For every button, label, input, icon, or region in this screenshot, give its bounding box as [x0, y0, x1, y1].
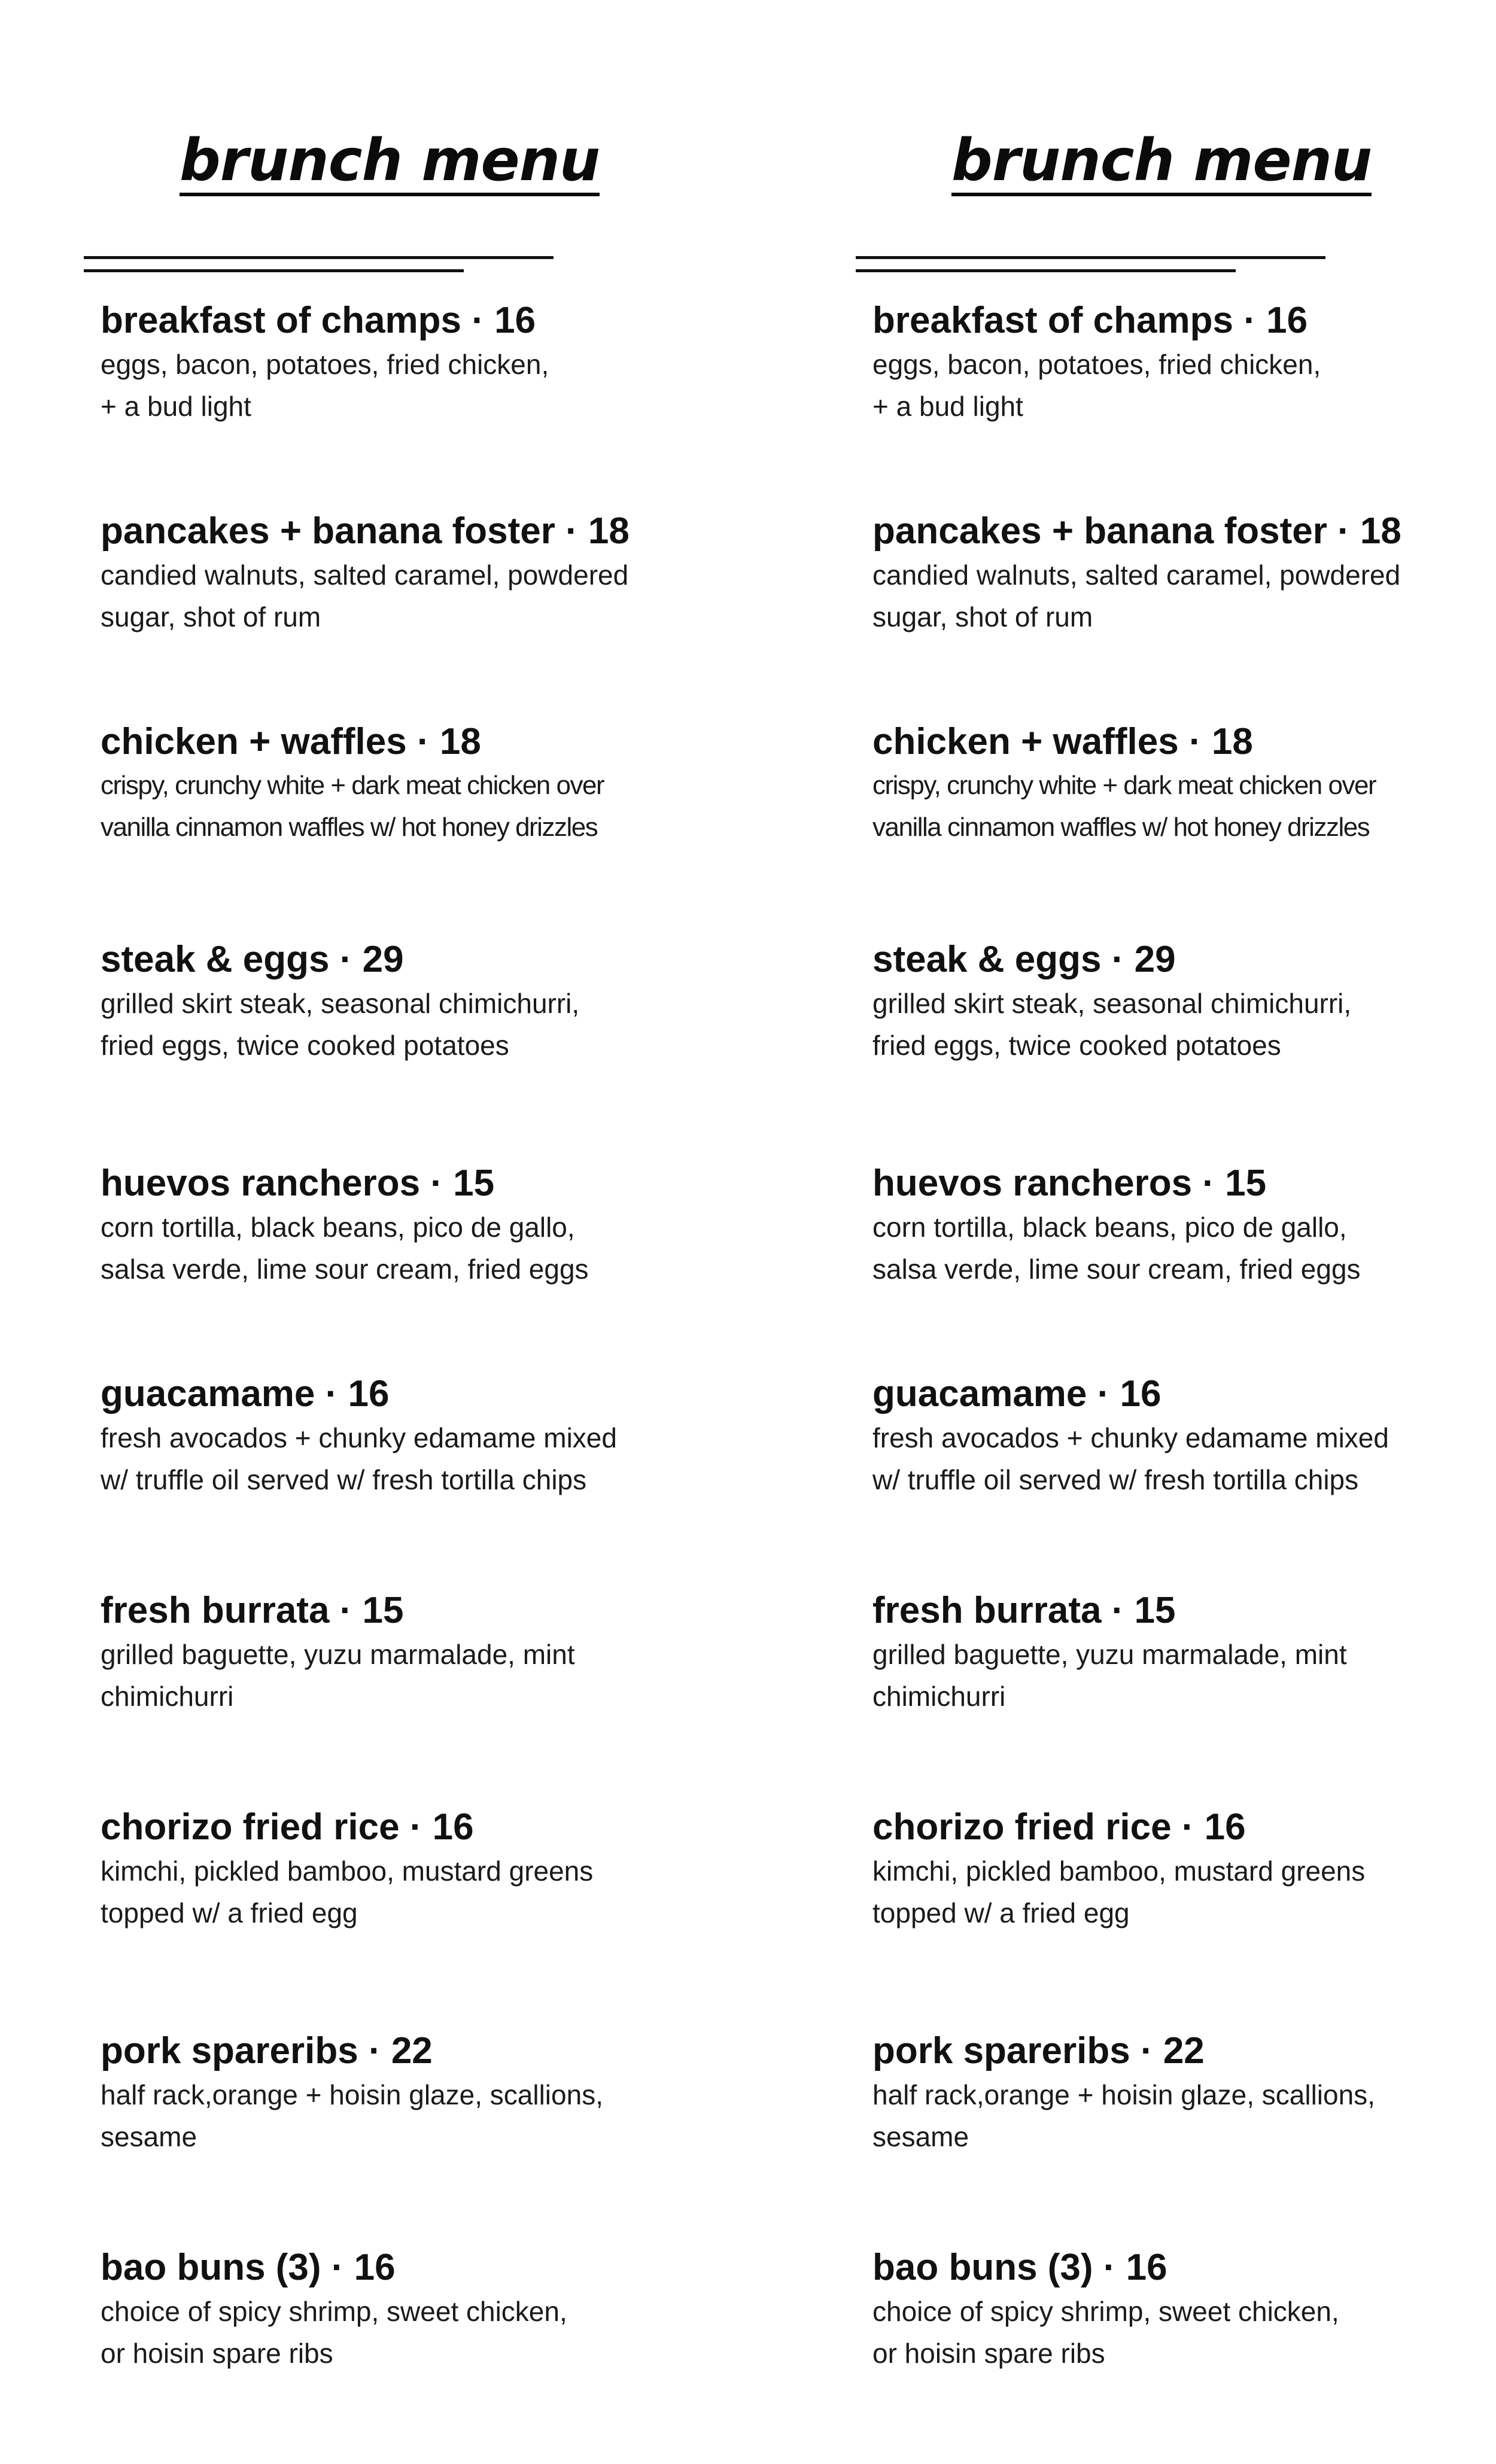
item-name: pork spareribs · 22	[872, 2030, 1205, 2071]
item-name: breakfast of champs · 16	[101, 300, 536, 341]
item-description-line: fresh avocados + chunky edamame mixed	[101, 1422, 617, 1453]
item-name: breakfast of champs · 16	[872, 300, 1308, 341]
item-description-line: sesame	[101, 2121, 197, 2152]
item-description-line: + a bud light	[101, 391, 251, 422]
item-name: bao buns (3) · 16	[872, 2247, 1167, 2288]
item-name: steak & eggs · 29	[872, 939, 1176, 980]
item-name: fresh burrata · 15	[101, 1590, 404, 1631]
item-description-line: chimichurri	[101, 1681, 234, 1712]
item-description-line: grilled skirt steak, seasonal chimichurri,	[101, 988, 580, 1019]
item-name: fresh burrata · 15	[872, 1590, 1176, 1631]
item-description-line: vanilla cinnamon waffles w/ hot honey drizzles	[872, 813, 1370, 842]
item-description-line: eggs, bacon, potatoes, fried chicken,	[101, 349, 549, 380]
item-description	[101, 554, 675, 638]
menu-item	[101, 720, 699, 848]
menu-item	[872, 510, 1471, 638]
item-description-line: chimichurri	[872, 1681, 1006, 1712]
menu-item	[101, 510, 699, 638]
item-description	[872, 1206, 1447, 1290]
item-name: huevos rancheros · 15	[101, 1163, 495, 1204]
item-name: pancakes + banana foster · 18	[101, 510, 630, 552]
item-description-line: or hoisin spare ribs	[101, 2338, 333, 2369]
item-description	[872, 554, 1447, 638]
item-name: huevos rancheros · 15	[872, 1163, 1267, 1204]
menu-item	[872, 1806, 1471, 1934]
divider-long	[84, 256, 554, 259]
item-description-line: choice of spicy shrimp, sweet chicken,	[872, 2296, 1339, 2327]
item-description-line: corn tortilla, black beans, pico de gallo,	[872, 1212, 1347, 1243]
item-name: pork spareribs · 22	[101, 2030, 433, 2071]
item-description-line: crispy, crunchy white + dark meat chicken over	[101, 771, 604, 800]
item-description	[101, 1850, 675, 1934]
item-description-line: eggs, bacon, potatoes, fried chicken,	[872, 349, 1321, 380]
item-description	[101, 2290, 675, 2374]
menu-item	[872, 2246, 1471, 2374]
divider-long	[856, 256, 1325, 259]
menu-item	[872, 1373, 1471, 1501]
item-description	[872, 1417, 1447, 1501]
item-name: pancakes + banana foster · 18	[872, 510, 1401, 552]
item-description-line: w/ truffle oil served w/ fresh tortilla chips	[872, 1464, 1359, 1495]
item-description-line: kimchi, pickled bamboo, mustard greens	[101, 1855, 594, 1887]
item-description	[101, 343, 675, 427]
item-description	[872, 2074, 1447, 2158]
menu-item	[101, 938, 699, 1066]
menu-item	[872, 1589, 1471, 1717]
item-name: guacamame · 16	[872, 1373, 1161, 1414]
item-description-line: corn tortilla, black beans, pico de gallo,	[101, 1212, 575, 1243]
item-name: chicken + waffles · 18	[872, 721, 1253, 762]
item-description-line: sugar, shot of rum	[872, 601, 1093, 632]
item-description	[872, 343, 1447, 427]
item-description-line: half rack,orange + hoisin glaze, scallions,	[872, 2079, 1375, 2110]
item-description-line: fried eggs, twice cooked potatoes	[101, 1030, 509, 1061]
menu-item	[101, 2246, 699, 2374]
item-name: chorizo fried rice · 16	[872, 1806, 1246, 1848]
item-name: chicken + waffles · 18	[101, 721, 481, 762]
item-name: bao buns (3) · 16	[101, 2247, 396, 2288]
menu-title: brunch menu	[951, 132, 1372, 196]
menu-item	[101, 1806, 699, 1934]
item-description-line: grilled baguette, yuzu marmalade, mint	[101, 1639, 575, 1670]
item-description	[101, 2074, 675, 2158]
menu-item	[872, 938, 1471, 1066]
item-description-line: choice of spicy shrimp, sweet chicken,	[101, 2296, 567, 2327]
menu-item	[872, 299, 1471, 427]
menu-item	[101, 2030, 699, 2158]
menu-item	[872, 1162, 1471, 1290]
item-description	[101, 1206, 675, 1290]
item-name: chorizo fried rice · 16	[101, 1806, 474, 1848]
divider-short	[84, 269, 464, 272]
divider-short	[856, 269, 1236, 272]
item-description-line: grilled baguette, yuzu marmalade, mint	[872, 1639, 1347, 1670]
item-description	[101, 765, 675, 848]
item-description	[101, 1633, 675, 1717]
item-description-line: salsa verde, lime sour cream, fried eggs	[101, 1254, 589, 1285]
item-description-line: candied walnuts, salted caramel, powdered	[101, 559, 629, 591]
item-description-line: fried eggs, twice cooked potatoes	[872, 1030, 1281, 1061]
menu-item	[101, 1589, 699, 1717]
item-name: steak & eggs · 29	[101, 939, 404, 980]
item-description-line: topped w/ a fried egg	[872, 1897, 1130, 1928]
menu-title: brunch menu	[180, 132, 600, 196]
item-description-line: topped w/ a fried egg	[101, 1897, 358, 1928]
item-description	[101, 1417, 675, 1501]
item-description	[872, 765, 1447, 848]
item-description-line: candied walnuts, salted caramel, powdered	[872, 559, 1401, 591]
menu-item	[872, 2030, 1471, 2158]
item-description-line: + a bud light	[872, 391, 1023, 422]
item-description	[872, 2290, 1447, 2374]
item-description-line: or hoisin spare ribs	[872, 2338, 1105, 2369]
item-description-line: sugar, shot of rum	[101, 601, 321, 632]
menu-item	[101, 1162, 699, 1290]
item-description-line: fresh avocados + chunky edamame mixed	[872, 1422, 1389, 1453]
item-description-line: salsa verde, lime sour cream, fried eggs	[872, 1254, 1361, 1285]
item-description	[872, 1850, 1447, 1934]
item-description-line: vanilla cinnamon waffles w/ hot honey drizzles	[101, 813, 598, 842]
item-description-line: w/ truffle oil served w/ fresh tortilla chips	[101, 1464, 587, 1495]
item-description	[872, 1633, 1447, 1717]
item-description-line: grilled skirt steak, seasonal chimichurri,	[872, 988, 1352, 1019]
menu-item	[101, 299, 699, 427]
menu-item	[872, 720, 1471, 848]
item-description-line: crispy, crunchy white + dark meat chicken over	[872, 771, 1376, 800]
item-name: guacamame · 16	[101, 1373, 390, 1414]
item-description-line: sesame	[872, 2121, 969, 2152]
menu-item	[101, 1373, 699, 1501]
item-description-line: kimchi, pickled bamboo, mustard greens	[872, 1855, 1366, 1887]
item-description	[101, 982, 675, 1066]
item-description	[872, 982, 1447, 1066]
item-description-line: half rack,orange + hoisin glaze, scallions,	[101, 2079, 603, 2110]
